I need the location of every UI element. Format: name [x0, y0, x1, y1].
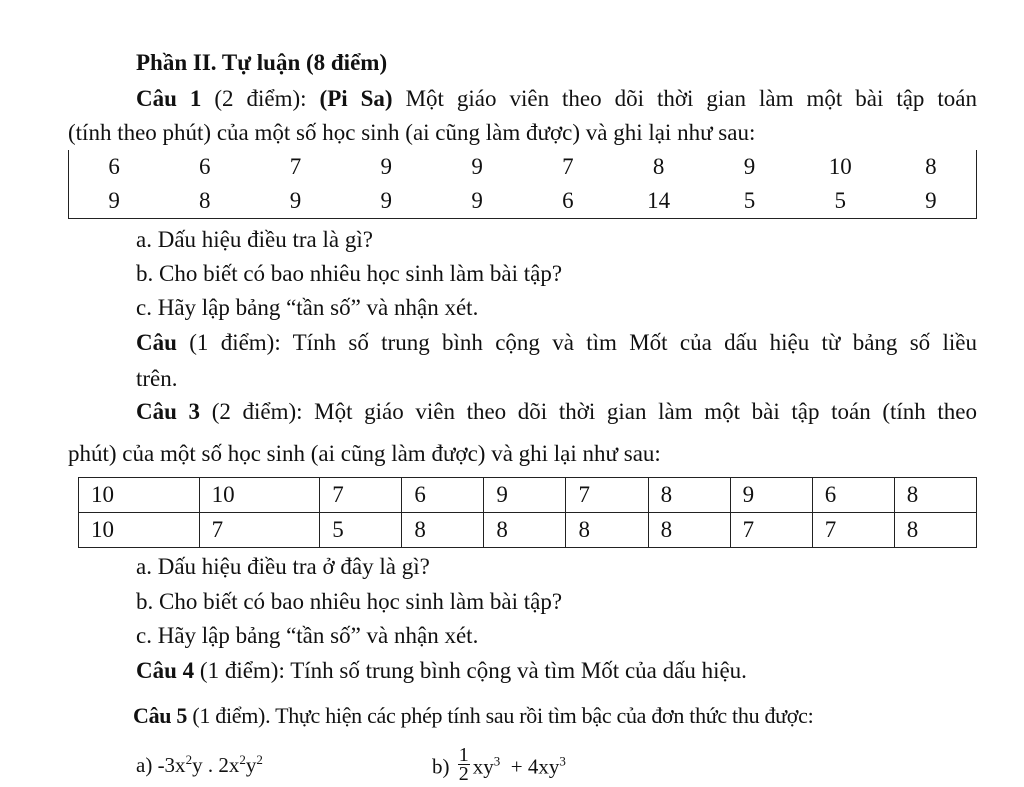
- table-cell: 6: [812, 478, 894, 513]
- table-cell: 9: [730, 478, 812, 513]
- table-cell: 6: [522, 184, 613, 219]
- q5-part-b: b) $\frac{1}{2}$ $xy^3 + 4xy^3$: [432, 744, 566, 785]
- fraction-one-half: $\frac{1}{2}$: [458, 744, 469, 785]
- table-cell: 8: [648, 513, 730, 548]
- q4-label: Câu 4: [136, 658, 195, 683]
- table-cell: 8: [894, 478, 976, 513]
- q1-source: (Pi Sa): [319, 86, 393, 111]
- table-row: [79, 478, 977, 513]
- table-cell: 5: [704, 184, 795, 219]
- table-cell: 8: [894, 513, 976, 548]
- table-row: [79, 513, 977, 548]
- table-cell: 8: [159, 184, 250, 219]
- q1-data-table: [68, 150, 977, 219]
- table-cell: 9: [471, 154, 483, 179]
- table-cell: 10: [828, 154, 852, 179]
- table-cell: 6: [198, 154, 211, 179]
- table-cell: 9: [432, 184, 523, 219]
- table-cell: 9: [886, 184, 977, 219]
- table-cell: 6: [69, 150, 160, 184]
- q5-label: Câu 5: [133, 703, 188, 728]
- q1-part-c: c. Hãy lập bảng “tần số” và nhận xét.: [136, 295, 479, 320]
- table-cell: 10: [199, 478, 320, 513]
- table-cell: 9: [341, 184, 432, 219]
- table-cell: 8: [648, 478, 730, 513]
- q1-part-a: a. Dấu hiệu điều tra là gì?: [136, 227, 373, 252]
- table-row: [69, 150, 977, 184]
- table-cell: 5: [320, 513, 402, 548]
- q2-label: Câu: [136, 330, 177, 355]
- q5-part-a: a) $-3x^2y$ . $2x^2y^2$: [136, 752, 263, 777]
- table-cell: 8: [402, 513, 484, 548]
- table-cell: 7: [289, 154, 302, 179]
- table-cell: 5: [795, 184, 886, 219]
- q2-line1: Câu (1 điểm): Tính số trung bình cộng và tìm Mốt của dấu hiệu từ bảng số liều: [136, 330, 977, 355]
- q1-line2: (tính theo phút) của một số học sinh (ai cũng làm được) và ghi lại như sau:: [68, 120, 756, 145]
- table-cell: 10: [79, 478, 200, 513]
- table-row: [69, 184, 977, 219]
- q3-line2: phút) của một số học sinh (ai cũng làm được) và ghi lại như sau:: [68, 441, 661, 466]
- table-cell: 7: [199, 513, 320, 548]
- table-cell: 8: [886, 150, 977, 184]
- table-cell: 9: [69, 184, 160, 219]
- q3-part-b: b. Cho biết có bao nhiêu học sinh làm bài tập?: [136, 589, 563, 614]
- part-title: Phần II. Tự luận (8 điểm): [136, 50, 388, 75]
- q3-data-table: [78, 477, 977, 548]
- q4-line: Câu 4 (1 điểm): Tính số trung bình cộng và tìm Mốt của dấu hiệu.: [136, 658, 747, 683]
- table-cell: 9: [484, 478, 566, 513]
- q1-label: Câu 1: [136, 86, 202, 111]
- q3-label: Câu 3: [136, 399, 201, 424]
- q3-part-c: c. Hãy lập bảng “tần số” và nhận xét.: [136, 623, 479, 648]
- q3-part-a: a. Dấu hiệu điều tra ở đây là gì?: [136, 554, 430, 579]
- table-cell: 7: [730, 513, 812, 548]
- table-cell: 8: [484, 513, 566, 548]
- q3-line1: Câu 3 (2 điểm): Một giáo viên theo dõi thời gian làm một bài tập toán (tính theo: [136, 399, 978, 424]
- q1-part-b: b. Cho biết có bao nhiêu học sinh làm bài tập?: [136, 261, 563, 286]
- table-cell: 7: [320, 478, 402, 513]
- table-cell: 6: [402, 478, 484, 513]
- table-cell: 7: [566, 478, 648, 513]
- table-cell: 9: [250, 184, 341, 219]
- table-cell: 9: [743, 154, 756, 179]
- table-cell: 14: [613, 184, 704, 219]
- q2-line2: trên.: [136, 366, 178, 391]
- q1-line1: Câu 1 (2 điểm): (Pi Sa) Một giáo viên theo dõi thời gian làm một bài tập toán: [136, 86, 977, 111]
- q5-line: Câu 5 (1 điểm). Thực hiện các phép tính sau rồi tìm bậc của đơn thức thu được:: [133, 703, 814, 728]
- table-cell: 10: [79, 513, 200, 548]
- table-cell: 7: [562, 154, 574, 179]
- table-cell: 7: [812, 513, 894, 548]
- table-cell: 9: [380, 154, 393, 179]
- table-cell: 8: [566, 513, 648, 548]
- table-cell: 8: [652, 154, 665, 179]
